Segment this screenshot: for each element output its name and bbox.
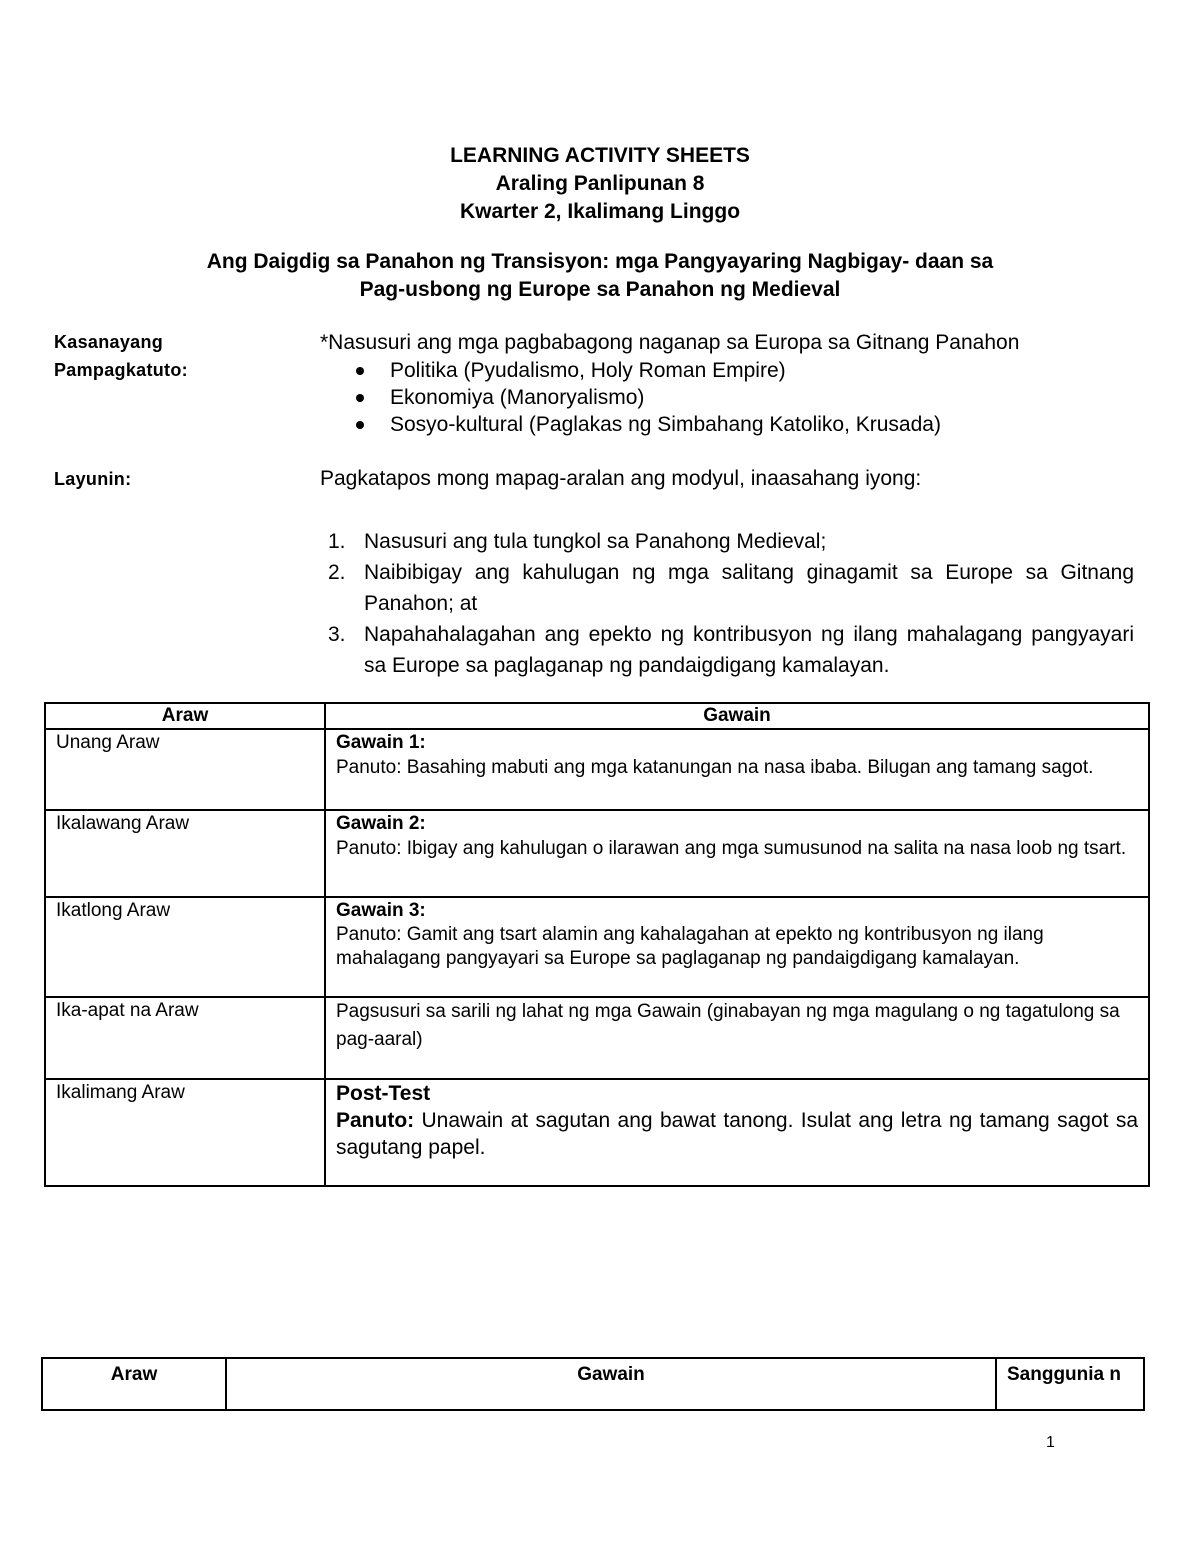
topic-line-2: Pag-usbong ng Europe sa Panahon ng Medieval (359, 278, 841, 301)
objectives-list (320, 526, 1134, 681)
sheet-header (0, 142, 1200, 226)
schedule-table-2 (41, 1357, 1145, 1411)
table-row (45, 897, 1149, 997)
list-item: Sosyo-kultural (Paglakas ng Simbahang Katoliko, Krusada) (320, 411, 1134, 438)
competency-label: Kasanayang Pampagkatuto: (54, 332, 188, 380)
column-header-araw: Araw (45, 703, 325, 729)
header-subject: Araling Panlipunan 8 (495, 172, 705, 195)
topic-title (0, 248, 1200, 304)
list-item: Ekonomiya (Manoryalismo) (320, 384, 1134, 411)
table-header-row (45, 703, 1149, 729)
column-header-gawain: Gawain (226, 1358, 996, 1410)
task-cell: Pagsusuri sa sarili ng lahat ng mga Gawain (ginabayan ng mga magulang o ng tagatulong sa pag-aaral) (325, 997, 1149, 1079)
objectives-intro: Pagkatapos mong mapag-aralan ang modyul, inaasahang iyong: (320, 467, 922, 490)
competency-bullets (320, 357, 1134, 438)
competency-content (320, 329, 1134, 438)
topic-line-1: Ang Daigdig sa Panahon ng Transisyon: mga Pangyayaring Nagbigay- daan sa (206, 250, 994, 273)
header-title: LEARNING ACTIVITY SHEETS (450, 144, 750, 167)
list-item: 2. Naibibigay ang kahulugan ng mga salitang ginagamit sa Europe sa Gitnang Panahon; at (328, 561, 1134, 615)
task-cell: Gawain 3: Panuto: Gamit ang tsart alamin ang kahalagahan at epekto ng kontribusyon ng ilang mahalagang pangyayari sa Europe sa paglaganap ng pandaigdigang kamalayan. (325, 897, 1149, 997)
day-cell: Ika-apat na Araw (45, 997, 325, 1079)
task-cell: Gawain 1: Panuto: Basahing mabuti ang mga katanungan na nasa ibaba. Bilugan ang tamang sagot. (325, 729, 1149, 810)
day-cell: Ikalimang Araw (45, 1079, 325, 1186)
list-item: 3. Napahahalagahan ang epekto ng kontribusyon ng ilang mahalagang pangyayari sa Europe sa paglaganap ng pandaigdigang kamalayan. (328, 623, 1134, 677)
table-header-row (42, 1358, 1144, 1410)
schedule-table (44, 702, 1150, 1187)
table-row (45, 1079, 1149, 1186)
day-cell: Ikatlong Araw (45, 897, 325, 997)
objectives-content (320, 526, 1134, 681)
header-quarter-week: Kwarter 2, Ikalimang Linggo (459, 200, 741, 223)
table-row (45, 997, 1149, 1079)
table-row (45, 729, 1149, 810)
table-row (45, 810, 1149, 897)
competency-intro: *Nasusuri ang mga pagbabagong naganap sa Europa sa Gitnang Panahon (320, 331, 1020, 354)
task-cell: Post-Test Panuto: Unawain at sagutan ang bawat tanong. Isulat ang letra ng tamang sagot sa sagutang papel. (325, 1079, 1149, 1186)
objectives-label: Layunin: (54, 469, 132, 489)
page-number: 1 (1046, 1434, 1055, 1451)
column-header-sanggunian: Sanggunia n (996, 1358, 1144, 1410)
column-header-gawain: Gawain (325, 703, 1149, 729)
list-item: Politika (Pyudalismo, Holy Roman Empire) (320, 357, 1134, 384)
list-item: 1. Nasusuri ang tula tungkol sa Panahong Medieval; (328, 530, 827, 553)
day-cell: Unang Araw (45, 729, 325, 810)
day-cell: Ikalawang Araw (45, 810, 325, 897)
column-header-araw: Araw (42, 1358, 226, 1410)
task-cell: Gawain 2: Panuto: Ibigay ang kahulugan o ilarawan ang mga sumusunod na salita na nasa loob ng tsart. (325, 810, 1149, 897)
